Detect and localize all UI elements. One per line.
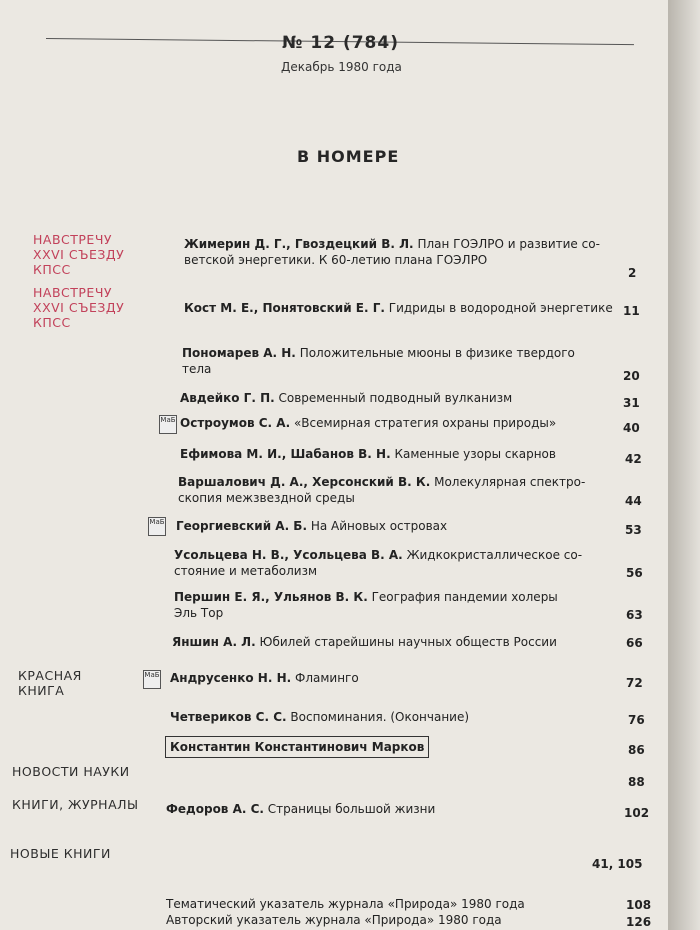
entry-title: Гидриды в водородной энергетике <box>388 301 613 315</box>
toc-entry <box>180 415 556 431</box>
entry-page: 86 <box>628 743 645 757</box>
entry-author: Пономарев А. Н. <box>182 346 296 360</box>
entry-title: План ГОЭЛРО и развитие со- ветской энергетики. К 60-летию плана ГОЭЛРО <box>184 237 600 267</box>
entry-author: Остроумов С. А. <box>180 416 291 430</box>
entry-title: На Айновых островах <box>310 519 448 533</box>
entry-page: 53 <box>625 523 642 537</box>
entry-author: Федоров А. С. <box>166 802 264 816</box>
entry-author: Георгиевский А. Б. <box>176 519 308 533</box>
entry-page: 2 <box>628 266 637 280</box>
entry-title: Воспоминания. (Окончание) <box>290 710 470 724</box>
entry-page: 40 <box>623 421 640 435</box>
entry-page: 126 <box>626 915 652 929</box>
entry-page: 56 <box>626 566 643 580</box>
entry-title: Молекулярная спектро- скопия межзвездной среды <box>178 475 586 505</box>
entry-author: Авдейко Г. П. <box>180 391 275 405</box>
toc-entry <box>166 801 435 817</box>
entry-page: 42 <box>625 452 642 466</box>
toc-entry <box>170 709 469 725</box>
toc-entry <box>176 518 447 534</box>
section-label: НОВОСТИ НАУКИ <box>12 764 130 779</box>
toc-entry <box>184 300 613 316</box>
entry-title: Тематический указатель журнала «Природа» 1980 года <box>166 897 525 911</box>
entry-page: 76 <box>628 713 645 727</box>
entry-author: Андрусенко Н. Н. <box>170 671 292 685</box>
entry-page: 20 <box>623 369 640 383</box>
section-label: НАВСТРЕЧУ XXVI СЪЕЗДУ КПСС <box>33 232 125 277</box>
entry-author: Усольцева Н. В., Усольцева В. А. <box>174 548 403 562</box>
issue-date: Декабрь 1980 года <box>281 60 402 74</box>
mab-badge-icon: МаБ <box>159 415 177 434</box>
entry-page: 72 <box>626 676 643 690</box>
section-label: КНИГИ, ЖУРНАЛЫ <box>12 797 139 812</box>
issue-number: № 12 (784) <box>282 33 399 53</box>
entry-author: Варшалович Д. А., Херсонский В. К. <box>178 475 431 489</box>
entry-title: Каменные узоры скарнов <box>394 447 556 461</box>
entry-page: 63 <box>626 608 643 622</box>
toc-entry <box>178 474 585 506</box>
toc-entry <box>182 345 575 377</box>
entry-author: Четвериков С. С. <box>170 710 287 724</box>
toc-entry <box>180 390 512 406</box>
entry-title: Современный подводный вулканизм <box>278 391 513 405</box>
entry-title: Страницы большой жизни <box>267 802 436 816</box>
entry-page: 11 <box>623 304 640 318</box>
toc-entry <box>170 670 359 686</box>
entry-title: Авторский указатель журнала «Природа» 1980 года <box>166 913 502 927</box>
entry-author: Ефимова М. И., Шабанов В. Н. <box>180 447 391 461</box>
entry-page: 41, 105 <box>592 857 643 871</box>
entry-author: Кост М. Е., Понятовский Е. Г. <box>184 301 385 315</box>
mab-badge-icon: МаБ <box>148 517 166 536</box>
toc-entry <box>180 446 556 462</box>
toc-entry <box>174 547 582 579</box>
entry-title: География пандемии холеры Эль Тор <box>174 590 558 620</box>
toc-entry <box>184 236 600 268</box>
entry-title: Жидкокристаллическое со- стояние и метаболизм <box>174 548 583 578</box>
entry-author: Яншин А. Л. <box>172 635 256 649</box>
entry-title: Юбилей старейшины научных обществ России <box>259 635 557 649</box>
entry-page: 44 <box>625 494 642 508</box>
entry-author: Жимерин Д. Г., Гвоздецкий В. Л. <box>184 237 414 251</box>
section-label: НАВСТРЕЧУ XXVI СЪЕЗДУ КПСС <box>33 285 125 330</box>
entry-page: 31 <box>623 396 640 410</box>
entry-page: 102 <box>624 806 650 820</box>
entry-author: Константин Константинович Марков <box>170 740 425 754</box>
page-edge <box>668 0 700 930</box>
section-label: НОВЫЕ КНИГИ <box>10 846 111 861</box>
entry-page: 108 <box>626 898 652 912</box>
contents-heading: В НОМЕРЕ <box>297 147 400 166</box>
toc-entry <box>166 896 525 912</box>
entry-title: «Всемирная стратегия охраны природы» <box>293 416 557 430</box>
section-label: КРАСНАЯ КНИГА <box>18 668 82 698</box>
toc-entry <box>166 912 502 928</box>
toc-entry-boxed <box>165 736 429 758</box>
entry-author: Першин Е. Я., Ульянов В. К. <box>174 590 368 604</box>
entry-page: 88 <box>628 775 645 789</box>
entry-page: 66 <box>626 636 643 650</box>
entry-title: Положительные мюоны в физике твердого тела <box>182 346 575 376</box>
entry-title: Фламинго <box>295 671 359 685</box>
toc-entry <box>172 634 557 650</box>
mab-badge-icon: МаБ <box>143 670 161 689</box>
toc-entry <box>174 589 558 621</box>
